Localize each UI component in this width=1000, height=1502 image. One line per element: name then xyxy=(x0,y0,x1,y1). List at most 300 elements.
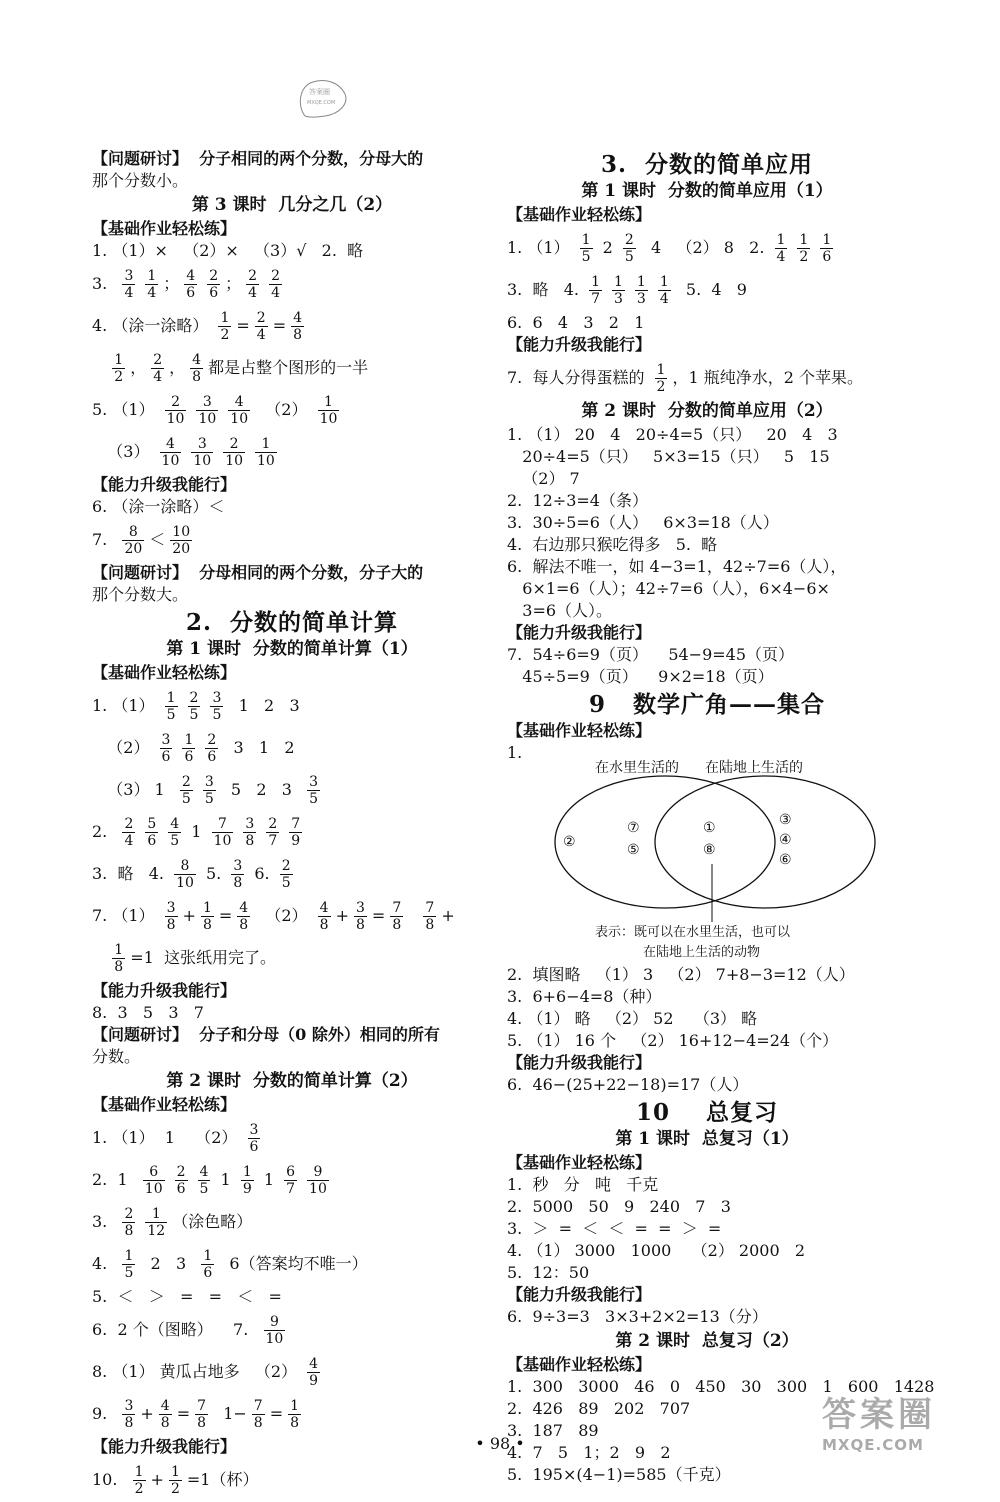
line-text: 【基础作业轻松练】 xyxy=(92,663,237,682)
numerator: 2 xyxy=(268,815,278,832)
line-text: 9 数学广角——集合 xyxy=(588,691,826,718)
numerator: 1 xyxy=(134,1463,144,1480)
denominator: 4 xyxy=(248,284,258,301)
answer-line xyxy=(507,986,907,1008)
line-text: 2 3 xyxy=(140,1254,197,1273)
answer-line xyxy=(507,446,907,468)
fraction xyxy=(205,732,218,765)
denominator: 10 xyxy=(166,410,185,427)
lesson-heading xyxy=(507,1330,907,1352)
denominator: 10 xyxy=(193,452,212,469)
denominator: 10 xyxy=(161,452,180,469)
numerator: 4 xyxy=(239,899,249,916)
fraction xyxy=(122,1206,135,1239)
answer-line xyxy=(507,424,907,446)
fraction xyxy=(133,1464,146,1497)
denominator: 8 xyxy=(355,916,365,933)
section-title xyxy=(507,1099,907,1126)
numerator: 2 xyxy=(229,435,239,452)
line-text: 6. xyxy=(249,864,275,883)
answer-line xyxy=(507,512,907,534)
fraction xyxy=(264,1314,286,1347)
lesson-heading xyxy=(92,638,492,660)
answer-line xyxy=(92,240,492,262)
line-text: 2 xyxy=(597,238,618,257)
denominator: 5 xyxy=(581,248,591,265)
line-text: 6. 46−(25+22−18)=17（人） xyxy=(507,1075,749,1094)
numerator: 4 xyxy=(192,351,202,368)
denominator: 8 xyxy=(239,916,249,933)
fraction xyxy=(246,268,259,301)
denominator: 10 xyxy=(225,452,244,469)
line-text: 4. 右边那只猴吃得多 5. 略 xyxy=(507,535,718,554)
line-text: 10 总复习 xyxy=(635,1099,779,1126)
fraction xyxy=(820,232,833,265)
answer-line xyxy=(92,390,492,430)
line-text: （2） xyxy=(255,906,313,925)
line-text: 3. 30÷5=6（人） 6×3=18（人） xyxy=(507,513,779,532)
fraction xyxy=(203,774,216,807)
line-text: 【能力升级我能行】 xyxy=(507,1285,652,1304)
numerator: 2 xyxy=(124,815,134,832)
fraction xyxy=(188,690,201,723)
denominator: 10 xyxy=(176,874,194,891)
line-text: + xyxy=(335,906,349,925)
line-text: + xyxy=(182,906,196,925)
fraction xyxy=(241,1164,254,1197)
numerator: 1 xyxy=(242,1163,252,1180)
fraction xyxy=(307,1164,329,1197)
fraction xyxy=(145,816,158,849)
numerator: 1 xyxy=(591,273,600,290)
line-text: 3. xyxy=(92,1212,118,1231)
fraction xyxy=(122,524,144,557)
answer-line xyxy=(92,170,492,192)
numerator: 2 xyxy=(153,351,163,368)
line-text: 3. 6+6−4=8（种） xyxy=(507,987,662,1006)
fraction xyxy=(165,690,178,723)
denominator: 2 xyxy=(220,326,230,343)
fraction xyxy=(248,1122,261,1155)
numerator: 3 xyxy=(166,899,176,916)
numerator: 1 xyxy=(822,231,832,248)
denominator: 8 xyxy=(124,1414,134,1431)
left-column xyxy=(92,148,492,1502)
denominator: 10 xyxy=(144,1180,163,1197)
answer-line xyxy=(507,1218,907,1240)
line-text: 1. （1）× （2）× （3）√ 2. 略 xyxy=(92,241,364,260)
lesson-heading xyxy=(507,400,907,422)
section-title xyxy=(92,609,492,636)
venn-note-line2: 在陆地上生活的动物 xyxy=(643,945,761,960)
denominator: 6 xyxy=(249,1138,259,1155)
denominator: 8 xyxy=(192,368,202,385)
numerator: 7 xyxy=(253,1397,263,1414)
line-text: 6（答案均不唯一） xyxy=(219,1254,368,1273)
numerator: 3 xyxy=(124,1397,134,1414)
answer-line xyxy=(507,556,907,578)
line-text: 2. xyxy=(92,822,118,841)
line-text: 【基础作业轻松练】 xyxy=(92,219,237,238)
numerator: 2 xyxy=(248,267,258,284)
line-text: 【基础作业轻松练】 xyxy=(507,1153,652,1172)
numerator: 8 xyxy=(128,523,138,540)
venn-left-item: ⑦ xyxy=(627,820,640,836)
denominator: 10 xyxy=(319,410,338,427)
answer-line xyxy=(507,490,907,512)
numerator: 1 xyxy=(324,393,333,410)
section-label xyxy=(92,218,492,240)
line-text: = xyxy=(236,316,250,335)
fraction xyxy=(122,816,135,849)
numerator: 7 xyxy=(392,899,402,916)
section-label xyxy=(507,334,907,356)
line-text: 1. （1） 20 4 20÷4=5（只） 20 4 3 xyxy=(507,425,838,444)
line-text: =1 这张纸用完了。 xyxy=(130,948,276,967)
fraction xyxy=(797,232,810,265)
numerator: 2 xyxy=(181,773,191,790)
answer-line xyxy=(92,1310,492,1350)
denominator: 9 xyxy=(242,1180,252,1197)
line-text: （涂色略） xyxy=(172,1212,253,1231)
fraction xyxy=(655,362,668,395)
line-text: 6. 9÷3=3 3×3+2×2=13（分） xyxy=(507,1307,768,1326)
denominator: 7 xyxy=(268,832,278,849)
denominator: 8 xyxy=(290,1414,300,1431)
fraction xyxy=(255,436,277,469)
section-label xyxy=(507,1354,907,1376)
venn-overlap-item: ① xyxy=(703,820,716,836)
denominator: 2 xyxy=(799,248,809,265)
denominator: 8 xyxy=(166,916,176,933)
numerator: 1 xyxy=(203,1247,213,1264)
denominator: 6 xyxy=(203,1264,213,1281)
numerator: 4 xyxy=(186,267,196,284)
answer-line xyxy=(92,1286,492,1308)
line-text: ； xyxy=(163,274,180,293)
denominator: 4 xyxy=(271,284,280,301)
denominator: 12 xyxy=(147,1222,166,1239)
line-text: 8. （1） 黄瓜占地多 （2） xyxy=(92,1362,303,1381)
answer-line xyxy=(92,1244,492,1284)
numerator: 2 xyxy=(207,731,217,748)
denominator: 4 xyxy=(659,290,669,307)
line-text: 2. 12÷3=4（条） xyxy=(507,491,648,510)
line-text: = xyxy=(176,1404,191,1423)
fraction xyxy=(212,816,234,849)
line-text: 5. （1） 16 个 （2） 16+12−4=24（个） xyxy=(507,1031,839,1050)
answer-line xyxy=(507,644,907,666)
numerator: 1 xyxy=(220,309,230,326)
denominator: 5 xyxy=(624,248,634,265)
denominator: 8 xyxy=(124,1222,134,1239)
line-text: 45÷5=9（页） 9×2=18（页） xyxy=(507,667,774,686)
answer-line xyxy=(92,432,492,472)
numerator: 1 xyxy=(656,361,666,378)
line-text: 第 2 课时 分数的简单计算（2） xyxy=(166,1071,418,1091)
denominator: 5 xyxy=(199,1180,209,1197)
line-text: =1（杯） xyxy=(186,1470,259,1489)
line-text: 第 3 课时 几分之几（2） xyxy=(191,195,393,215)
numerator: 3 xyxy=(124,267,134,284)
answer-line xyxy=(507,312,907,334)
numerator: 7 xyxy=(425,899,435,916)
answer-line xyxy=(92,496,492,518)
fraction xyxy=(175,1164,188,1197)
line-text: （2） xyxy=(255,400,313,419)
answer-line xyxy=(507,964,907,986)
numerator: 1 xyxy=(776,231,786,248)
answer-line xyxy=(92,520,492,560)
line-text: 1. （1） xyxy=(507,238,575,257)
denominator: 5 xyxy=(124,1264,134,1281)
numerator: 4 xyxy=(170,815,180,832)
line-text: 【能力升级我能行】 xyxy=(92,981,237,1000)
answer-line xyxy=(92,812,492,852)
line-text: 那个分数小。 xyxy=(92,171,189,190)
venn-note-line1: 表示：既可以在水里生活，也可以 xyxy=(595,925,791,940)
numerator: 3 xyxy=(355,899,365,916)
line-text: 第 1 课时 分数的简单应用（1） xyxy=(581,181,833,201)
watermark-logo xyxy=(822,1387,972,1457)
answer-line xyxy=(92,1202,492,1242)
numerator: 4 xyxy=(293,309,303,326)
fraction xyxy=(288,1398,301,1431)
line-text: 1. （1） xyxy=(92,696,160,715)
numerator: 1 xyxy=(636,273,646,290)
line-text: （3） xyxy=(92,442,155,461)
fraction xyxy=(160,436,182,469)
denominator: 7 xyxy=(286,1180,296,1197)
numerator: 3 xyxy=(245,815,255,832)
denominator: 6 xyxy=(822,248,832,265)
fraction xyxy=(143,1164,165,1197)
line-text: 2. 填图略 （1） 3 （2） 7+8−3=12（人） xyxy=(507,965,855,984)
denominator: 8 xyxy=(293,326,303,343)
answer-line xyxy=(507,1240,907,1262)
denominator: 8 xyxy=(114,958,124,975)
numerator: 2 xyxy=(271,267,280,284)
denominator: 5 xyxy=(166,706,176,723)
line-text: 3. 略 4. xyxy=(92,864,170,883)
answer-line xyxy=(92,686,492,726)
fraction xyxy=(112,942,125,975)
answer-line xyxy=(507,270,907,310)
fraction xyxy=(191,436,213,469)
line-text: 6×1=6（人）；42÷7=6（人），6×4−6× xyxy=(507,579,830,598)
numerator: 6 xyxy=(149,1163,159,1180)
denominator: 6 xyxy=(161,748,171,765)
line-text: 10. xyxy=(92,1470,128,1489)
denominator: 5 xyxy=(309,790,319,807)
line-text: 【能力升级我能行】 xyxy=(92,1437,237,1456)
line-text xyxy=(92,947,107,969)
answer-line xyxy=(92,1118,492,1158)
fraction xyxy=(252,1398,265,1431)
numerator: 3 xyxy=(249,1121,259,1138)
answer-line xyxy=(92,938,492,978)
answer-line xyxy=(507,1074,907,1096)
fraction xyxy=(168,816,181,849)
fraction xyxy=(190,352,203,385)
numerator: 4 xyxy=(309,1355,319,1372)
answer-line xyxy=(92,1002,492,1024)
fraction xyxy=(354,900,367,933)
venn-overlap-item: ⑧ xyxy=(703,842,716,858)
answer-line xyxy=(92,896,492,936)
denominator: 4 xyxy=(153,368,163,385)
venn-right-ellipse xyxy=(655,776,875,908)
line-text: 【基础作业轻松练】 xyxy=(92,1095,237,1114)
numerator: 7 xyxy=(291,815,301,832)
line-text: 8. 3 5 3 7 xyxy=(92,1003,204,1022)
denominator: 7 xyxy=(591,290,600,307)
answer-line xyxy=(92,348,492,388)
answer-line xyxy=(507,578,907,600)
numerator: 1 xyxy=(114,941,124,958)
denominator: 2 xyxy=(134,1480,144,1497)
line-text: + xyxy=(150,1470,164,1489)
line-text: ，1 瓶纯净水，2 个苹果。 xyxy=(672,368,863,387)
line-text: 【能力升级我能行】 xyxy=(507,335,652,354)
line-text: 1. 秒 分 吨 千克 xyxy=(507,1175,659,1194)
line-text: 4 （2） 8 2. xyxy=(640,238,770,257)
venn-right-item: ⑥ xyxy=(779,852,792,868)
denominator: 8 xyxy=(202,916,212,933)
denominator: 8 xyxy=(233,874,243,891)
line-text: = xyxy=(272,316,287,335)
line-text: 2. 5000 50 9 240 7 3 xyxy=(507,1197,731,1216)
line-text: 【基础作业轻松练】 xyxy=(507,1355,652,1374)
denominator: 10 xyxy=(213,832,232,849)
answer-line xyxy=(92,770,492,810)
line-text: 【基础作业轻松练】 xyxy=(507,205,652,224)
lesson-heading xyxy=(507,180,907,202)
numerator: 1 xyxy=(202,899,212,916)
numerator: 3 xyxy=(309,773,319,790)
denominator: 4 xyxy=(124,284,134,301)
denominator: 8 xyxy=(245,832,255,849)
denominator: 5 xyxy=(281,874,291,891)
line-text: 第 2 课时 总复习（2） xyxy=(615,1331,799,1351)
fraction xyxy=(612,274,625,307)
numerator: 1 xyxy=(659,273,669,290)
numerator: 7 xyxy=(197,1397,207,1414)
numerator: 7 xyxy=(218,815,227,832)
answer-line xyxy=(92,264,492,304)
denominator: 20 xyxy=(172,540,191,557)
numerator: 1 xyxy=(290,1397,300,1414)
answer-line xyxy=(507,1008,907,1030)
numerator: 3 xyxy=(204,773,214,790)
numerator: 1 xyxy=(114,351,124,368)
answer-line xyxy=(507,1464,907,1486)
numerator: 2 xyxy=(624,231,634,248)
svg-text:答案圈: 答案圈 xyxy=(309,88,330,96)
line-text: 5. xyxy=(200,864,227,883)
lesson-heading xyxy=(92,194,492,216)
fraction xyxy=(184,268,197,301)
line-text: 7. xyxy=(92,530,118,549)
denominator: 5 xyxy=(204,790,214,807)
denominator: 6 xyxy=(186,284,196,301)
answer-line xyxy=(92,1394,492,1434)
line-text: 6. （涂一涂略）＜ xyxy=(92,497,225,516)
section-label xyxy=(507,1284,907,1306)
line-text: 5. （1） xyxy=(92,400,160,419)
line-text: 3=6（人）。 xyxy=(507,601,613,620)
section-label xyxy=(507,1152,907,1174)
numerator: 2 xyxy=(171,393,180,410)
denominator: 8 xyxy=(197,1414,207,1431)
fraction xyxy=(580,232,593,265)
numerator: 3 xyxy=(161,731,171,748)
fraction xyxy=(198,1164,211,1197)
numerator: 1 xyxy=(261,435,271,452)
fraction xyxy=(266,816,279,849)
section-label xyxy=(92,562,492,584)
fraction xyxy=(237,900,250,933)
answer-line xyxy=(507,600,907,622)
line-text: 1 xyxy=(258,1170,280,1189)
denominator: 10 xyxy=(230,410,249,427)
fraction xyxy=(291,310,304,343)
watermark-sub: MXQE.COM xyxy=(822,1436,924,1454)
numerator: 3 xyxy=(212,689,222,706)
section-title xyxy=(507,691,907,718)
fraction xyxy=(169,1464,182,1497)
denominator: 5 xyxy=(189,706,199,723)
venn-right-item: ③ xyxy=(779,812,792,828)
numerator: 6 xyxy=(286,1163,296,1180)
fraction xyxy=(228,394,250,427)
line-text: ； xyxy=(225,274,242,293)
denominator: 3 xyxy=(613,290,623,307)
line-text: ＜ xyxy=(149,530,166,549)
line-text: 1 xyxy=(215,1170,236,1189)
fraction xyxy=(623,232,636,265)
line-text: 1 2 3 xyxy=(228,696,300,715)
fraction xyxy=(165,394,187,427)
denominator: 2 xyxy=(170,1480,180,1497)
line-text: = xyxy=(371,906,386,925)
numerator: 3 xyxy=(202,393,212,410)
answer-line xyxy=(92,584,492,606)
answer-line xyxy=(507,1174,907,1196)
fraction xyxy=(658,274,671,307)
numerator: 9 xyxy=(269,1313,279,1330)
numerator: 5 xyxy=(147,815,157,832)
line-text: 6. 2 个（图略） 7. xyxy=(92,1320,259,1339)
line-text: + xyxy=(441,906,455,925)
line-text: 2. 1 xyxy=(92,1170,138,1189)
section-label xyxy=(92,1094,492,1116)
section-label xyxy=(92,980,492,1002)
line-text: 7. 54÷6=9（页） 54−9=45（页） xyxy=(507,645,795,664)
fraction xyxy=(170,524,192,557)
fraction xyxy=(151,352,164,385)
numerator: 1 xyxy=(124,1247,134,1264)
venn-left-ellipse xyxy=(555,776,775,908)
line-text: 5. ＜ ＞ = = ＜ = xyxy=(92,1287,282,1306)
stamp-logo xyxy=(295,76,351,120)
denominator: 5 xyxy=(181,790,191,807)
line-text: + xyxy=(140,1404,154,1423)
fraction xyxy=(231,858,244,891)
answer-line xyxy=(507,1030,907,1052)
line-text: 5. 195×(4−1)=585（千克） xyxy=(507,1465,731,1484)
fraction xyxy=(145,268,158,301)
